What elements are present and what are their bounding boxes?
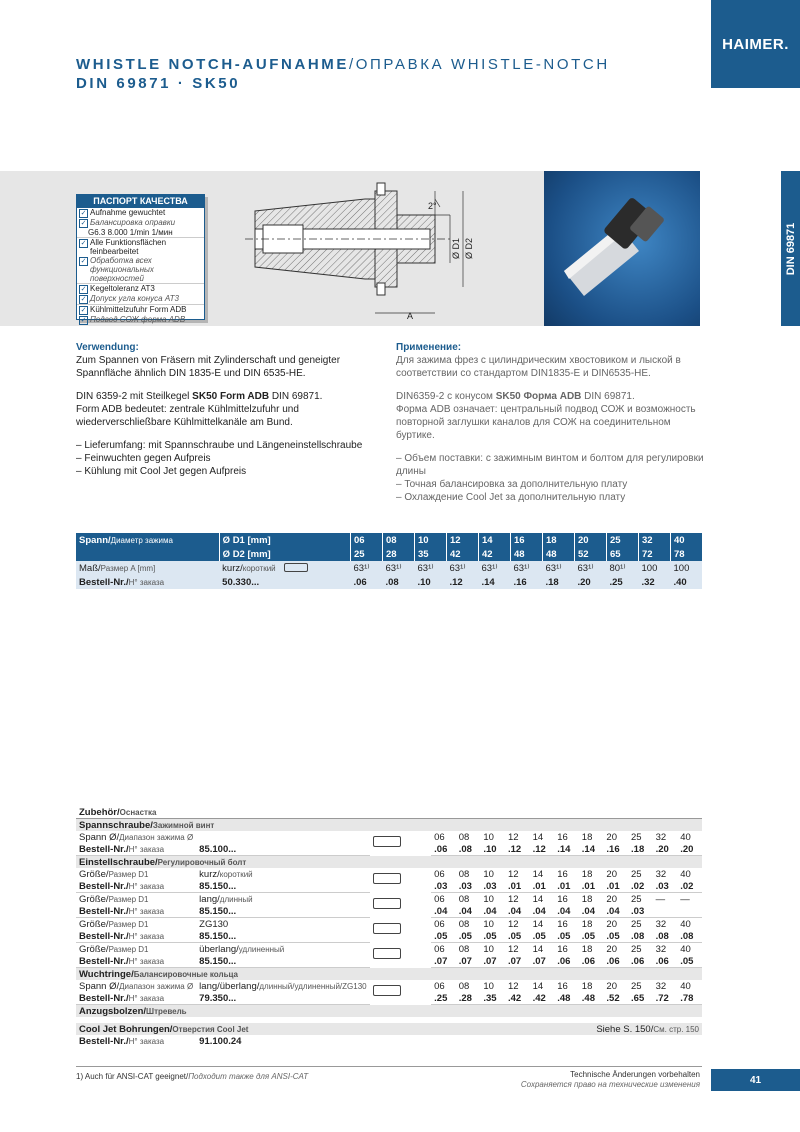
screw-icon	[370, 893, 432, 918]
table-row: Größe/Размер D1 ZG130 06 08 10 12 14 16 18 20 25 32 40	[76, 918, 702, 931]
usage-de: Verwendung: Zum Spannen von Fräsern mit Zylinderschaft und geneigter Spannfläche ähnlich DIN 1835-E und DIN 6535-HE. DIN 6359-2 mit Steilkegel SK50 Form ADB DIN 69871. Form ADB bedeutet: zentrale Kühlmittelzufuhr und wiederverschließbare Kühlmittelkanäle am Bund. – Lieferumfang: mit Spannschraube und Längeneinstellschraube – Feinwuchten gegen Aufpreis – Kühlung mit Cool Jet gegen Aufpreis	[76, 342, 363, 477]
table-row: Spann Ø/Диапазон зажима Ø lang/überlang/длинный/удлиненный/ZG130 06 08 10 12 14 16 18 20 25 32 40	[76, 980, 702, 992]
side-tab: DIN 69871	[781, 171, 800, 326]
quality-item: ✓ Kühlmittelzufuhr Form ADB	[80, 305, 187, 314]
table-row: Einstellschraube/Регулировочный болт	[76, 856, 702, 869]
usage-ru: Применение: Для зажима фрез с цилиндрическим хвостовиком и лыской в соответствии со стандартом DIN1835-E и DIN6535-HE. DIN6359-2 с конусом SK50 Форма ADB DIN 69871. Форма ADB означает: центральный подвод СОЖ и возможность повторной заглушки каналов для СОЖ на соединительном буртике. – Объем поставки: с зажимным винтом и болтом для регулировки длины – Точная балансировка за дополнительную плату – Охлаждение Cool Jet за дополнительную плату	[396, 342, 704, 503]
spec-table	[76, 533, 702, 589]
quality-item: ✓ Kegeltoleranz AT3	[80, 284, 155, 293]
table-row: Größe/Размер D1 lang/длинный 06 08 10 12 14 16 18 20 25 — —	[76, 893, 702, 906]
quality-heading: ПАСПОРТ КАЧЕСТВА	[77, 195, 204, 208]
table-row: Ø D2 [mm] 25 28 35 42 42 48 48 52 65 72 78	[76, 547, 702, 561]
table-row: Bestell-Nr./Н° заказа 85.100... .06 .08 .10 .12 .12 .14 .14 .16 .18 .20 .20	[76, 843, 702, 856]
screw-icon	[370, 831, 432, 856]
tool-icon	[284, 563, 308, 572]
table-row: Größe/Размер D1 überlang/удлиненный 06 08 10 12 14 16 18 20 25 32 40	[76, 943, 702, 956]
accessories-table	[76, 806, 702, 1047]
table-row: Zubehör/Оснастка	[76, 806, 702, 819]
footnote: 1) Auch für ANSI-CAT geeignet/Подходит также для ANSI-CAT	[76, 1072, 309, 1081]
table-row: Spannschraube/Зажимной винт	[76, 819, 702, 832]
table-row: Bestell-Nr./Н° заказа 50.330... .06 .08 .10 .12 .14 .16 .18 .20 .25 .32 .40	[76, 575, 702, 589]
table-row: Cool Jet Bohrungen/Отверстия Cool Jet Siehe S. 150/См. стр. 150	[76, 1023, 702, 1035]
table-row: Spann/Диаметр зажима Ø D1 [mm] 06 08 10 12 14 16 18 20 25 32 40	[76, 533, 702, 547]
title-standard: DIN 69871 · SK50	[76, 75, 241, 92]
table-row: Wuchtringe/Балансировочные кольца	[76, 968, 702, 981]
table-row: Bestell-Nr./Н° заказа 85.150... .07 .07 .07 .07 .07 .06 .06 .06 .06 .06 .05	[76, 955, 702, 968]
table-row: Bestell-Nr./Н° заказа 91.100.24	[79, 1035, 242, 1047]
table-row: Spann Ø/Диапазон зажима Ø 06 08 10 12 14 16 18 20 25 32 40	[76, 831, 702, 843]
quality-item: ✓ Aufnahme gewuchtet	[80, 208, 166, 217]
title-ru: /ОПРАВКА WHISTLE-NOTCH	[349, 56, 610, 73]
page-number: 41	[711, 1069, 800, 1091]
screw-icon	[370, 943, 432, 968]
angle-label: 2°	[428, 201, 437, 211]
quality-item: ✓ Alle Funktionsflächen feinbearbeitet	[80, 238, 167, 256]
table-row: Größe/Размер D1 kurz/короткий 06 08 10 12 14 16 18 20 25 32 40	[76, 868, 702, 880]
table-row: Bestell-Nr./Н° заказа 85.150... .04 .04 .04 .04 .04 .04 .04 .04 .03	[76, 905, 702, 918]
screw-icon	[370, 980, 432, 1005]
table-row: Bestell-Nr./Н° заказа 85.150... .05 .05 .05 .05 .05 .05 .05 .05 .08 .08 .08	[76, 930, 702, 943]
footer-notice: Technische Änderungen vorbehalten Сохраняется право на технические изменения	[520, 1070, 700, 1089]
footer-rule	[76, 1066, 702, 1067]
d2-label: Ø D2	[464, 237, 474, 259]
screw-icon	[370, 868, 432, 893]
table-row: Bestell-Nr./Н° заказа 85.150... .03 .03 .03 .01 .01 .01 .01 .01 .02 .03 .02	[76, 880, 702, 893]
d1-label: Ø D1	[451, 237, 461, 259]
a-label: A	[407, 311, 414, 321]
brand-logo: HAIMER.	[711, 0, 800, 88]
page-title	[76, 55, 610, 93]
product-photo	[544, 171, 700, 326]
technical-drawing	[235, 171, 545, 326]
table-row: Maß/Размер A [mm] kurz/короткий 63¹⁾ 63¹⁾ 63¹⁾ 63¹⁾ 63¹⁾ 63¹⁾ 63¹⁾ 63¹⁾ 80¹⁾ 100 100	[76, 561, 702, 575]
table-row: Anzugsbolzen/Штревель	[76, 1005, 702, 1018]
quality-box: ПАСПОРТ КАЧЕСТВА ✓ Aufnahme gewuchtet ✓ Балансировка оправки G6.3 8.000 1/min 1/мин ✓ Alle Funktionsflächen feinbearbeitet ✓ Обработка всех функциональных поверхностей ✓ Kegeltoleranz AT3 ✓ Допуск угла конуса AT3 ✓ Kühlmittelzufuhr Form ADB ✓ Подвод СОЖ форма ADB	[76, 194, 205, 320]
screw-icon	[370, 918, 432, 943]
title-de: WHISTLE NOTCH-AUFNAHME	[76, 56, 350, 73]
table-row: Bestell-Nr./Н° заказа 79.350... .25 .28 .35 .42 .42 .48 .48 .52 .65 .72 .78	[76, 992, 702, 1005]
